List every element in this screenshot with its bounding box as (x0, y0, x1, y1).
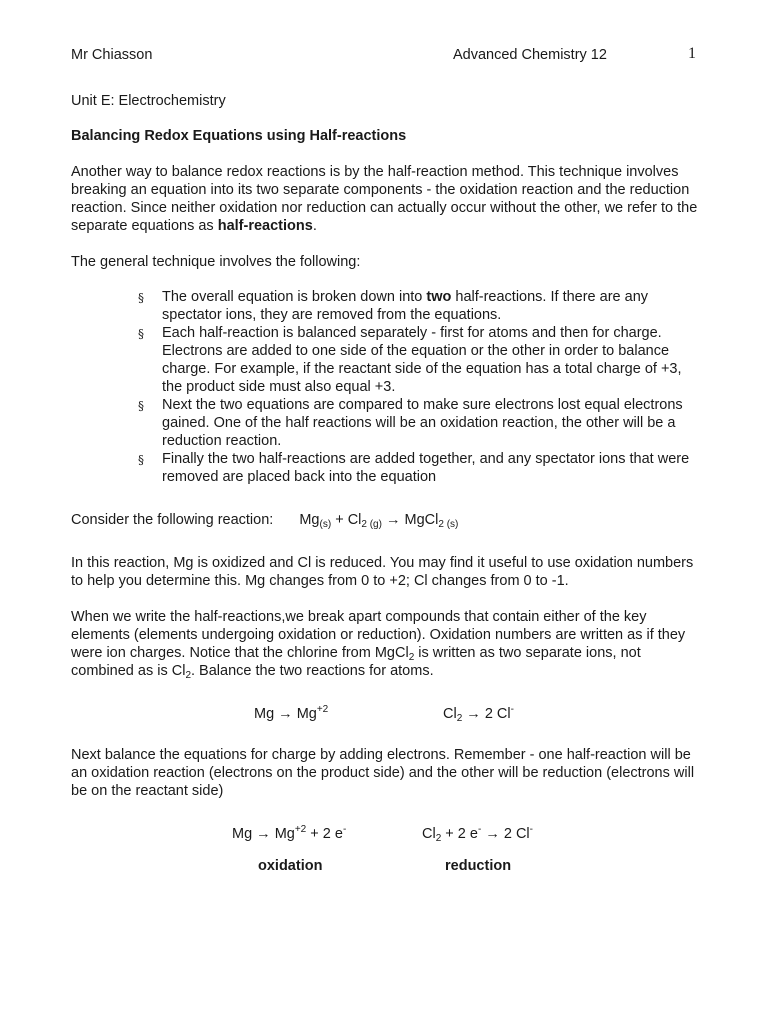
half-reactions-paragraph (71, 608, 701, 680)
bullet-text: Finally the two half-reactions are added together, and any spectator ions that were removed are placed back into the equation (162, 451, 690, 485)
oxidation-half-equation (232, 825, 346, 843)
eq-term: Mg → Mg (254, 706, 317, 722)
eq-term: Mg → Mg (232, 826, 295, 842)
para-sub: 2 (185, 670, 191, 681)
eq-term: → 2 Cl (462, 706, 511, 722)
eq-sub: 2 (456, 713, 463, 724)
technique-list (138, 288, 698, 486)
header-author: Mr Chiasson (71, 47, 153, 63)
eq-sub: 2 (435, 833, 442, 844)
reduction-half-equation (422, 825, 533, 843)
section-sign-icon: § (138, 453, 144, 467)
eq-term: + 2 e (306, 826, 343, 842)
list-item (138, 324, 698, 396)
section-sign-icon: § (138, 399, 144, 413)
para-sub: 2 (408, 652, 415, 663)
oxidized-paragraph: In this reaction, Mg is oxidized and Cl is reduced. You may find it useful to use oxidation numbers to help you determine this. Mg changes from 0 to +2; Cl changes from 0 to -1. (71, 555, 694, 589)
bullet-bold: two (426, 289, 452, 305)
eq-charge: +2 (316, 704, 329, 715)
eq-term: + 2 e (441, 826, 478, 842)
para-text: . Balance the two reactions for atoms. (191, 663, 434, 679)
list-item (138, 288, 698, 324)
overall-equation (299, 512, 458, 528)
intro-bold-term: half-reactions (217, 218, 313, 234)
eq-state: 2 (s) (438, 519, 459, 530)
reduction-label: reduction (445, 858, 512, 874)
consider-reaction-line (71, 511, 458, 529)
eq-charge: - (529, 824, 533, 835)
eq-charge: - (342, 824, 347, 835)
intro-paragraph (71, 163, 701, 235)
eq-state: 2 (g) (361, 519, 382, 530)
eq-charge: - (510, 704, 514, 715)
eq-term: Mg (299, 512, 320, 528)
bullet-text: half-reactions. If there are any spectator ions, they are removed from the equations. (162, 289, 649, 323)
eq-charge: +2 (294, 824, 307, 835)
intro-text-end: . (312, 218, 317, 234)
page-title: Balancing Redox Equations using Half-reactions (71, 128, 407, 144)
unit-heading: Unit E: Electrochemistry (71, 93, 226, 109)
page-number: 1 (688, 45, 696, 62)
technique-intro: The general technique involves the following: (71, 254, 361, 270)
bullet-text: Each half-reaction is balanced separately - first for atoms and then for charge. Electrons are added to one side of the equation or the other in order to balance charge. For example, if the reactant side of the equation has a total charge of +3, the product side must also equal +3. (162, 325, 682, 395)
intro-text: Another way to balance redox reactions is by the half-reaction method. This technique involves breaking an equation into its two separate components - the oxidation reaction and the reduction reaction. Since neither oxidation nor reduction can actually occur without the other, we refer to the separate equations as (71, 164, 698, 234)
header-course: Advanced Chemistry 12 (453, 47, 607, 63)
bullet-text: The overall equation is broken down into (162, 289, 427, 305)
consider-label: Consider the following reaction: (71, 512, 274, 528)
list-item (138, 396, 698, 450)
list-item (138, 450, 698, 486)
cl-atom-equation (443, 705, 514, 723)
eq-term: + Cl (331, 512, 362, 528)
eq-term: → MgCl (381, 512, 439, 528)
bullet-text: Next the two equations are compared to make sure electrons lost equal electrons gained. One of the half reactions will be an oxidation reaction, the other will be a reduction reaction. (162, 397, 683, 449)
section-sign-icon: § (138, 327, 144, 341)
eq-term: Cl (422, 826, 436, 842)
eq-state: (s) (319, 519, 332, 530)
oxidation-label: oxidation (258, 858, 323, 874)
eq-term: Cl (443, 706, 457, 722)
eq-charge: - (477, 824, 482, 835)
section-sign-icon: § (138, 291, 144, 305)
para-text: is written as two separate ions, not combined as is Cl (71, 645, 641, 679)
charge-paragraph: Next balance the equations for charge by adding electrons. Remember - one half-reaction will be an oxidation reaction (electrons on the product side) and the other will be reduction (electrons will be on the reactant side) (71, 747, 695, 799)
mg-atom-equation (254, 705, 328, 723)
eq-term: → 2 Cl (481, 826, 530, 842)
para-text: When we write the half-reactions,we break apart compounds that contain either of the key elements (elements undergoing oxidation or reduction). Oxidation numbers are written as if they were ion charges. Notice that the chlorine from MgCl (71, 609, 686, 661)
